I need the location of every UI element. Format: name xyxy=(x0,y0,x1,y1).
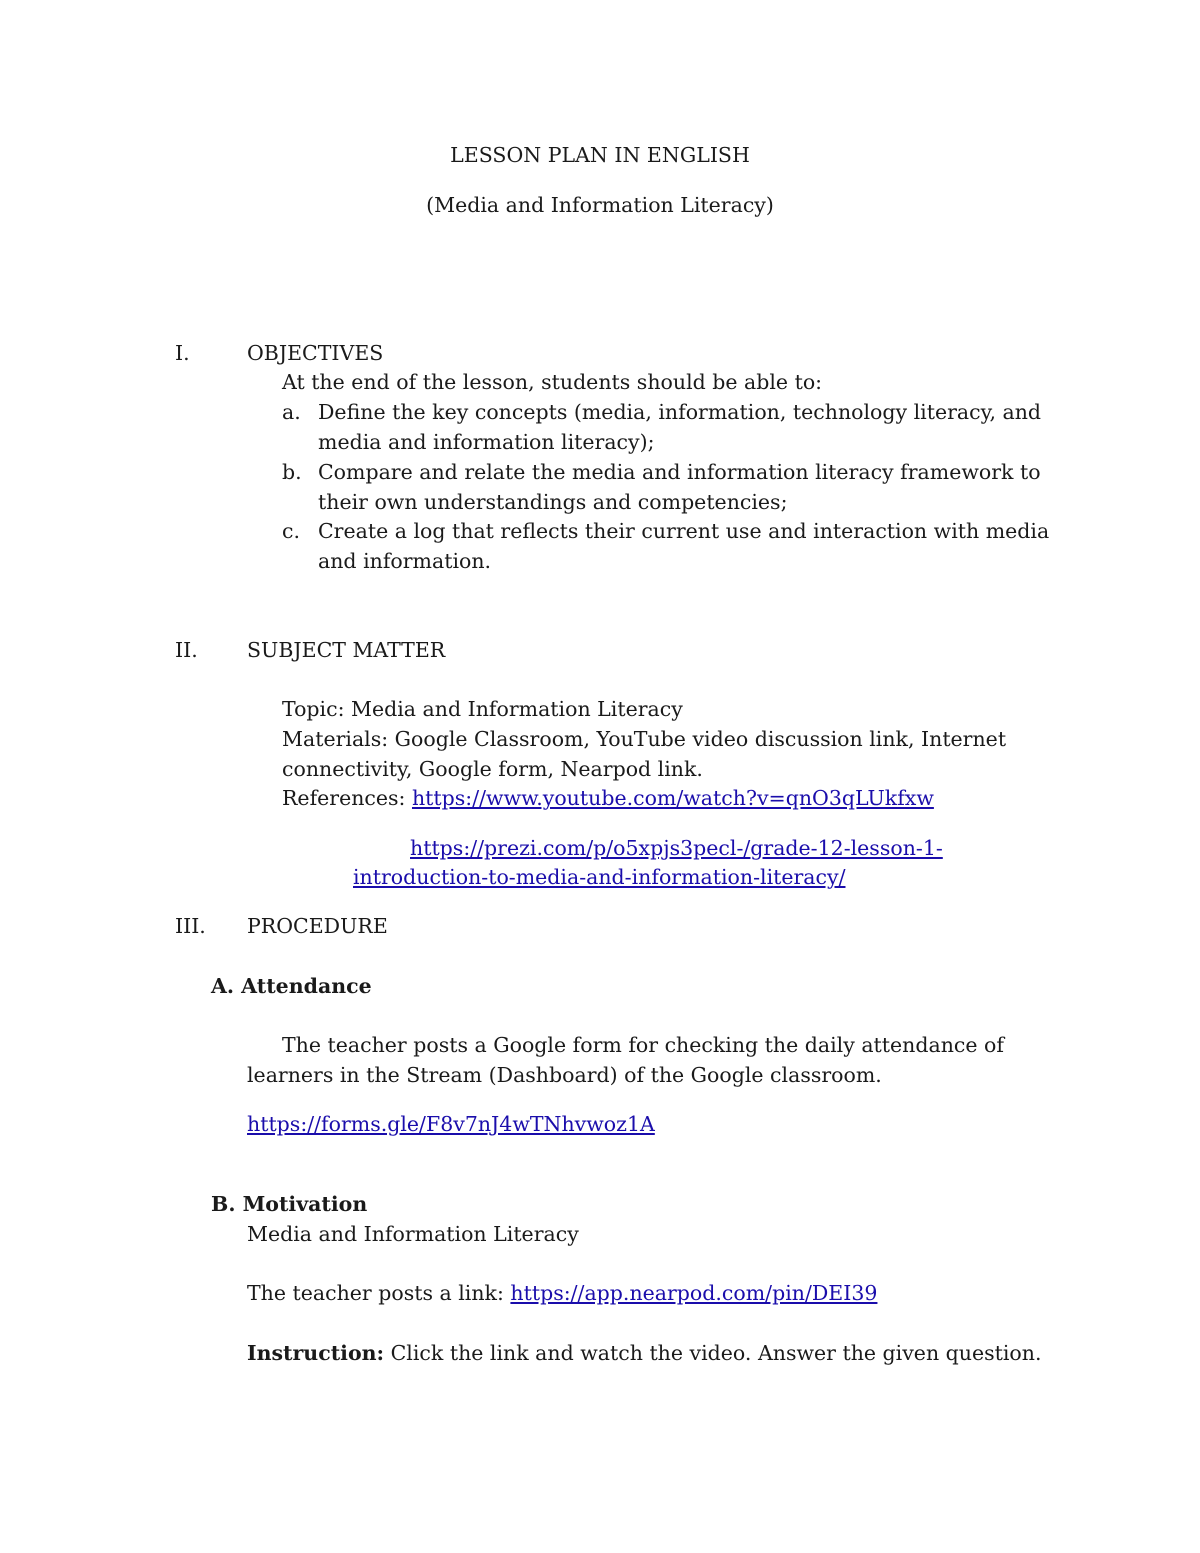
materials-line: Materials: Google Classroom, YouTube video discussion link, Internet xyxy=(282,727,1007,751)
objective-marker: b. xyxy=(282,460,302,484)
nearpod-link[interactable]: https://app.nearpod.com/pin/DEI39 xyxy=(510,1281,878,1305)
objective-text: media and information literacy); xyxy=(318,430,655,454)
objective-text: Create a log that reflects their current use and interaction with media xyxy=(318,519,1050,543)
motivation-post-text: The teacher posts a link: xyxy=(247,1281,511,1305)
instruction-text: Click the link and watch the video. Answer the given question. xyxy=(384,1341,1042,1365)
references-label: References: xyxy=(282,786,412,810)
instruction-label: Instruction: xyxy=(247,1341,385,1365)
section-numeral-procedure: III. xyxy=(175,914,206,938)
attendance-text: learners in the Stream (Dashboard) of the Google classroom. xyxy=(247,1063,882,1087)
section-numeral-objectives: I. xyxy=(175,341,190,365)
youtube-reference-link[interactable]: https://www.youtube.com/watch?v=qnO3qLUkfxw xyxy=(411,786,934,810)
references-line xyxy=(282,788,934,809)
objective-text: Compare and relate the media and information literacy framework to xyxy=(318,460,1041,484)
motivation-post-line xyxy=(247,1283,877,1304)
materials-line: connectivity, Google form, Nearpod link. xyxy=(282,757,703,781)
motivation-subtitle: Media and Information Literacy xyxy=(247,1222,579,1246)
section-numeral-subject-matter: II. xyxy=(175,638,198,662)
objective-text: and information. xyxy=(318,549,492,573)
attendance-form-link[interactable]: https://forms.gle/F8v7nJ4wTNhvwoz1A xyxy=(247,1112,655,1136)
section-heading-subject-matter: SUBJECT MATTER xyxy=(247,638,446,662)
objectives-intro: At the end of the lesson, students should be able to: xyxy=(282,370,823,394)
section-heading-procedure: PROCEDURE xyxy=(247,914,388,938)
attendance-text: The teacher posts a Google form for checking the daily attendance of xyxy=(282,1033,1004,1057)
objective-marker: c. xyxy=(282,519,300,543)
objective-text: their own understandings and competencies; xyxy=(318,490,788,514)
section-heading-objectives: OBJECTIVES xyxy=(247,341,384,365)
prezi-reference-link[interactable]: https://prezi.com/p/o5xpjs3pecl-/grade-12-lesson-1- xyxy=(410,836,943,860)
attendance-heading: A. Attendance xyxy=(211,974,372,998)
page-title: LESSON PLAN IN ENGLISH xyxy=(450,143,750,167)
instruction-line xyxy=(247,1343,1042,1364)
objective-text: Define the key concepts (media, information, technology literacy, and xyxy=(318,400,1042,424)
page-subtitle: (Media and Information Literacy) xyxy=(426,193,774,217)
objective-marker: a. xyxy=(282,400,301,424)
motivation-heading: B. Motivation xyxy=(211,1192,368,1216)
prezi-reference-link[interactable]: introduction-to-media-and-information-literacy/ xyxy=(353,865,846,889)
topic-line: Topic: Media and Information Literacy xyxy=(282,697,683,721)
